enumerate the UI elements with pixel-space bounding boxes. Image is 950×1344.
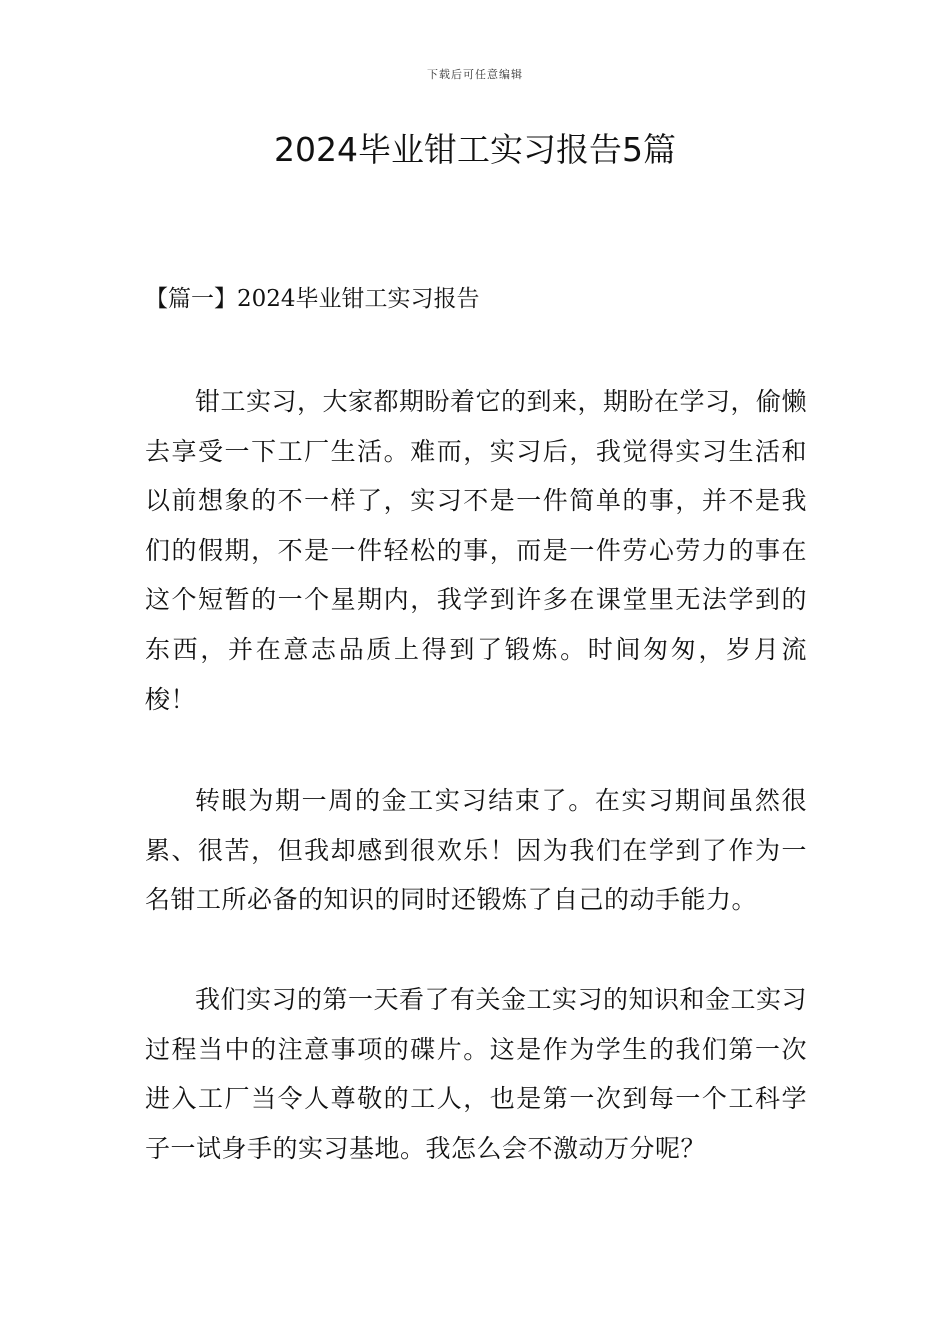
- section-heading: 【篇一】2024毕业钳工实习报告: [145, 286, 480, 312]
- paragraph-3: 我们实习的第一天看了有关金工实习的知识和金工实习过程当中的注意事项的碟片。这是作为学生的我们第一次进入工厂当令人尊敬的工人，也是第一次到每一个工科学子一试身手的实习基地。我怎么会不激动万分呢？: [145, 985, 808, 1163]
- header-note: 下载后可任意编辑: [427, 68, 523, 81]
- paragraph-2: 转眼为期一周的金工实习结束了。在实习期间虽然很累、很苦，但我却感到很欢乐！因为我们在学到了作为一名钳工所必备的知识的同时还锻炼了自己的动手能力。: [145, 786, 807, 915]
- paragraph-1: 钳工实习，大家都期盼着它的到来，期盼在学习，偷懒去享受一下工厂生活。难而，实习后，我觉得实习生活和以前想象的不一样了，实习不是一件简单的事，并不是我们的假期，不是一件轻松的事，而是一件劳心劳力的事在这个短暂的一个星期内，我学到许多在课堂里无法学到的东西，并在意志品质上得到了锻炼。时间匆匆，岁月流梭！: [145, 387, 808, 714]
- document-title: 2024毕业钳工实习报告5篇: [274, 130, 676, 169]
